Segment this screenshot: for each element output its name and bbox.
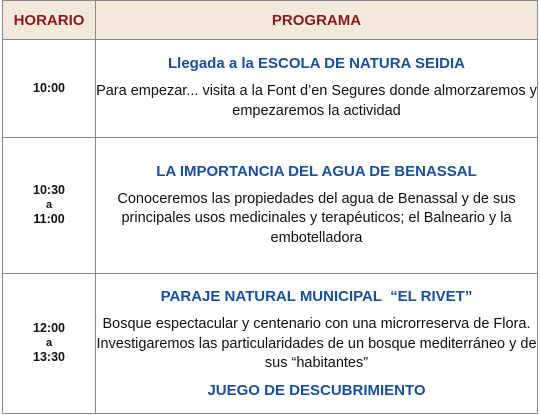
time-end: 13:30 bbox=[33, 350, 65, 365]
program-cell bbox=[96, 138, 538, 274]
program-cell bbox=[96, 40, 538, 138]
table-row bbox=[3, 274, 538, 414]
activity-title: LA IMPORTANCIA DEL AGUA DE BENASSAL bbox=[156, 162, 477, 180]
time-start: 10:00 bbox=[33, 80, 65, 95]
program-cell bbox=[96, 274, 538, 414]
time-end: 11:00 bbox=[33, 212, 65, 227]
time-start: 10:30 bbox=[33, 183, 65, 197]
table-row bbox=[3, 138, 538, 274]
activity-title: Llegada a la ESCOLA DE NATURA SEIDIA bbox=[168, 55, 465, 73]
table-row bbox=[3, 40, 538, 138]
header-row bbox=[3, 1, 538, 40]
header-horario: HORARIO bbox=[3, 1, 96, 40]
activity-extra: JUEGO DE DESCUBRIMIENTO bbox=[207, 381, 426, 399]
time-separator: a bbox=[45, 198, 53, 211]
time-separator: a bbox=[45, 336, 53, 349]
activity-description: Bosque espectacular y centenario con una microrreserva de Flora. Investigaremos las particularidades de un bosque mediterráneo y de sus “habitantes” bbox=[96, 316, 537, 372]
activity-description: Conoceremos las propiedades del agua de Benassal y de sus principales usos medicinales y terapéuticos; el Balneario y la embotelladora bbox=[117, 190, 516, 246]
time-start: 12:00 bbox=[33, 321, 65, 335]
activity-description: Para empezar... visita a la Font d’en Segures donde almorzaremos y empezaremos la actividad bbox=[96, 83, 537, 119]
time-cell bbox=[3, 40, 96, 138]
header-programa: PROGRAMA bbox=[96, 1, 538, 40]
activity-title: PARAJE NATURAL MUNICIPAL “EL RIVET” bbox=[160, 288, 473, 306]
time-cell bbox=[3, 138, 96, 274]
time-cell bbox=[3, 274, 96, 414]
schedule-table bbox=[2, 0, 538, 414]
